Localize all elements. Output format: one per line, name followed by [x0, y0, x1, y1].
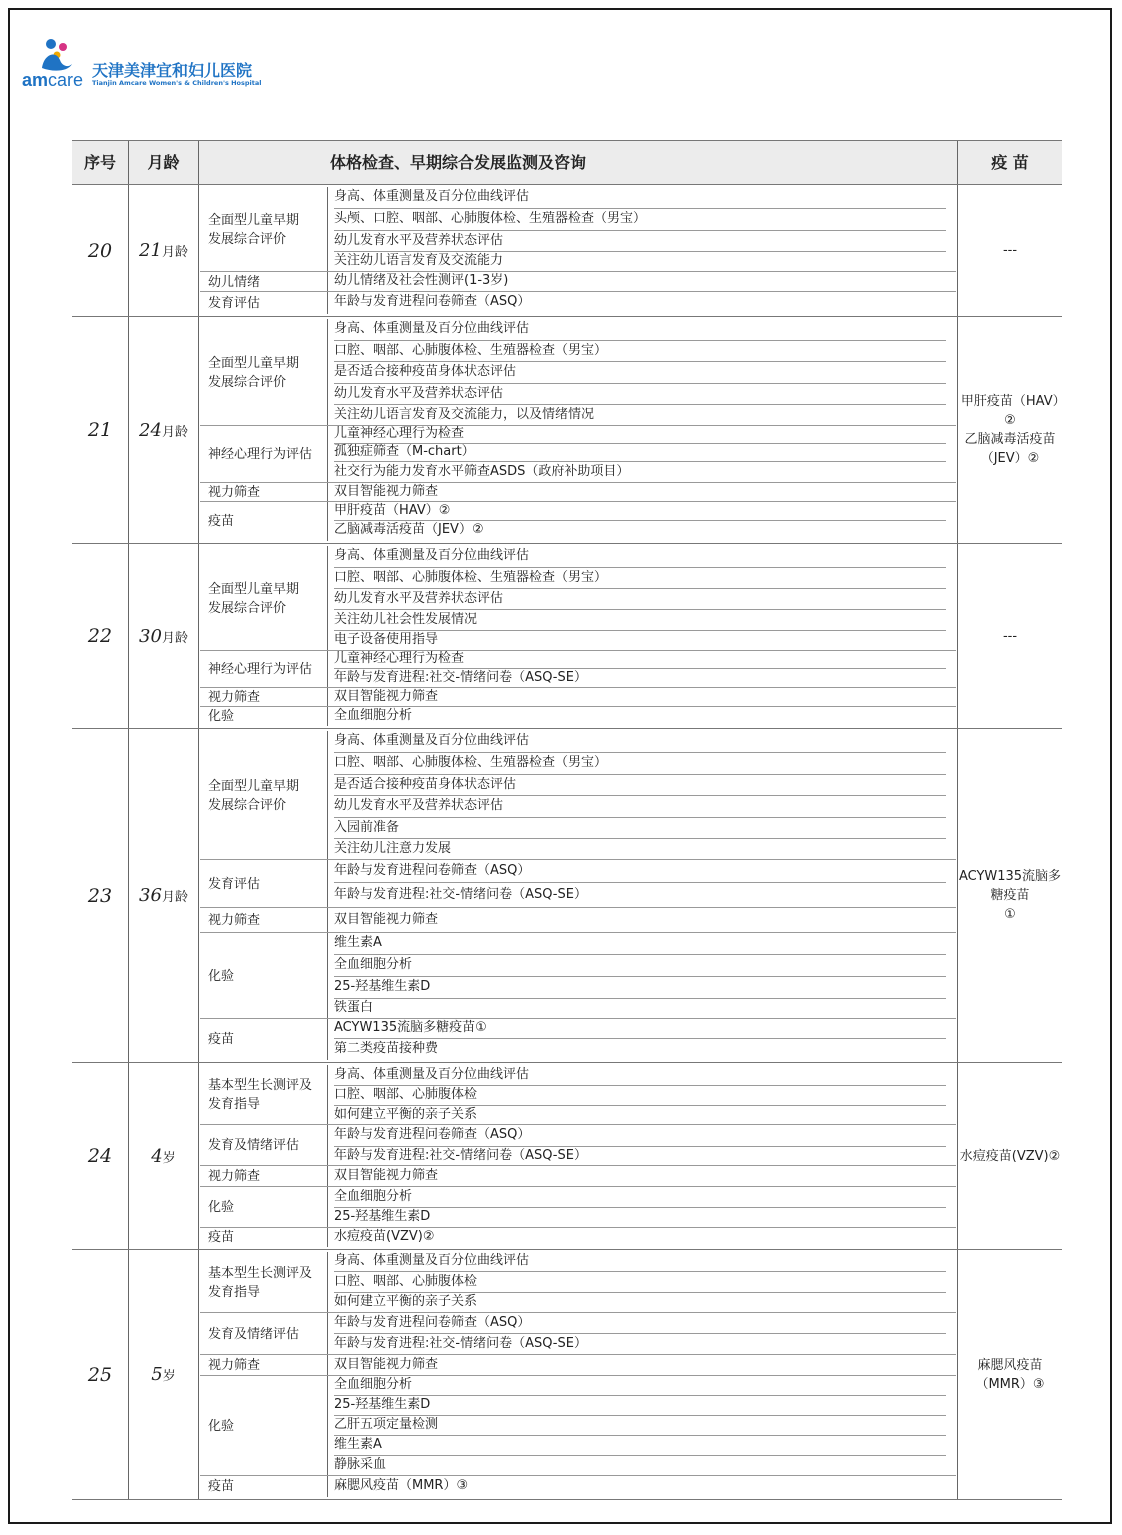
row-age: [129, 1063, 198, 1249]
exam-item: 口腔、咽部、心肺腹体检: [334, 1272, 946, 1293]
exam-item: 双目智能视力筛查: [334, 484, 439, 499]
vaccine-label: ACYW135流脑多糖疫苗: [958, 869, 1062, 903]
category-label: 基本型生长测评及: [208, 1265, 313, 1281]
category-label: 化验: [208, 1418, 235, 1434]
category-label: 疫苗: [208, 1230, 235, 1245]
exam-item: 口腔、咽部、心肺腹体检: [334, 1086, 946, 1106]
exam-item: 幼儿情绪及社会性测评(1-3岁): [334, 273, 509, 288]
vaccine-label: ①: [1004, 907, 1016, 922]
exam-subsection: [200, 651, 956, 688]
exam-subsection: [200, 688, 956, 707]
exam-item: 身高、体重测量及百分位曲线评估: [334, 1065, 946, 1086]
vaccine-label: 甲肝疫苗（HAV）②: [960, 394, 1060, 428]
category-label: 疫苗: [208, 514, 235, 529]
row-age: [129, 1250, 198, 1499]
exam-category: [208, 707, 328, 726]
category-label: 发育指导: [208, 1097, 261, 1112]
category-label: 视力筛查: [208, 913, 261, 928]
exam-item-list: [328, 1187, 956, 1228]
vaccine-label: 麻腮风疫苗（MMR）③: [975, 1357, 1045, 1392]
row-age: [129, 729, 198, 1062]
table-row: [72, 544, 1062, 729]
exam-item: 全血细胞分析: [334, 1376, 946, 1396]
table-row: [72, 1250, 1062, 1500]
category-label: 发展综合评价: [208, 600, 287, 616]
exam-item: 年龄与发育进程问卷筛查（ASQ）: [334, 1125, 946, 1147]
row-age: [129, 185, 198, 316]
exam-subsection: [200, 546, 956, 651]
column-divider: [198, 544, 199, 728]
exam-subsection: [200, 426, 956, 483]
exam-item: 幼儿发育水平及营养状态评估: [334, 231, 946, 252]
family-logo-icon: [38, 38, 76, 72]
exam-item: 25-羟基维生素D: [334, 1396, 946, 1416]
exam-item-list: [328, 1355, 956, 1376]
vaccine-label: ---: [1002, 243, 1018, 258]
exam-item: 身高、体重测量及百分位曲线评估: [334, 546, 946, 568]
exam-subsection: [200, 1019, 956, 1060]
exam-category: [208, 319, 328, 426]
exam-subsection: [200, 483, 956, 502]
exam-item: 儿童神经心理行为检查: [334, 651, 946, 669]
vaccine-label: 水痘疫苗(VZV)②: [959, 1148, 1061, 1164]
logo-wordmark: [22, 70, 83, 91]
exam-category: [208, 1476, 328, 1497]
row-seq-number: 21: [87, 419, 113, 441]
exam-item: 口腔、咽部、心肺腹体检、生殖器检查（男宝）: [334, 753, 946, 775]
category-label: 全面型儿童早期: [208, 355, 300, 371]
exam-item: 全血细胞分析: [334, 1187, 946, 1208]
exam-item: 乙肝五项定量检测: [334, 1416, 946, 1436]
column-divider: [198, 1250, 199, 1499]
exam-item: 年龄与发育进程:社交-情绪问卷（ASQ-SE）: [334, 887, 587, 902]
exam-item: 幼儿发育水平及营养状态评估: [334, 796, 946, 818]
table-header: [72, 140, 1062, 185]
exam-item: 维生素A: [334, 1436, 946, 1456]
exam-item: 是否适合接种疫苗身体状态评估: [334, 775, 946, 796]
exam-item: 维生素A: [334, 933, 946, 955]
category-label: 神经心理行为评估: [208, 662, 313, 677]
exam-item: 入园前准备: [334, 818, 946, 839]
exam-subsection: [200, 1252, 956, 1313]
row-seq-number: 20: [87, 239, 113, 262]
exam-item-list: [328, 1252, 956, 1313]
exam-item: 关注幼儿社会性发展情况: [334, 610, 946, 631]
exam-category: [208, 292, 328, 314]
exam-item: 关注幼儿注意力发展: [334, 841, 452, 856]
exam-item: 乙脑减毒活疫苗（JEV）②: [334, 522, 484, 537]
category-label: 视力筛查: [208, 690, 261, 705]
row-vaccine: [958, 544, 1062, 728]
exam-item: 关注幼儿语言发育及交流能力: [334, 253, 504, 268]
exam-subsection: [200, 933, 956, 1019]
exam-category: [208, 731, 328, 860]
exam-item: 年龄与发育进程问卷筛查（ASQ）: [334, 1313, 946, 1334]
exam-item-list: [328, 688, 956, 707]
exam-category: [208, 1376, 328, 1476]
exam-item: 幼儿发育水平及营养状态评估: [334, 589, 946, 610]
header-vaccine: 疫 苗: [991, 153, 1029, 172]
exam-subsection: [200, 1166, 956, 1187]
row-vaccine: [958, 1063, 1062, 1249]
vaccine-label: 乙脑减毒活疫苗（JEV）②: [964, 432, 1056, 466]
exam-subsection: [200, 1376, 956, 1476]
exam-item: 头颅、口腔、咽部、心肺腹体检、生殖器检查（男宝）: [334, 209, 946, 231]
exam-item-list: [328, 1476, 956, 1497]
exam-item: 身高、体重测量及百分位曲线评估: [334, 187, 946, 209]
exam-category: [208, 1228, 328, 1247]
exam-category: [208, 502, 328, 541]
category-label: 基本型生长测评及: [208, 1078, 313, 1093]
category-label: 发展综合评价: [208, 231, 287, 247]
vaccine-label: ---: [1002, 628, 1018, 644]
exam-category: [208, 651, 328, 688]
exam-category: [208, 1125, 328, 1166]
age-unit: 月龄: [161, 424, 188, 440]
exam-category: [208, 426, 328, 483]
exam-item: 身高、体重测量及百分位曲线评估: [334, 731, 946, 753]
exam-item: 儿童神经心理行为检查: [334, 426, 946, 444]
category-label: 化验: [208, 968, 235, 984]
exam-item: 全血细胞分析: [334, 708, 413, 723]
exam-item-list: [328, 1166, 956, 1187]
category-label: 发育评估: [208, 876, 261, 892]
exam-item: 年龄与发育进程问卷筛查（ASQ）: [334, 294, 531, 309]
category-label: 全面型儿童早期: [208, 778, 300, 794]
exam-item-list: [328, 1228, 956, 1247]
exam-subsection: [200, 272, 956, 292]
hospital-logo: [22, 38, 322, 94]
exam-subsection: [200, 292, 956, 314]
exam-subsection: [200, 860, 956, 908]
exam-category: [208, 1065, 328, 1125]
exam-category: [208, 1355, 328, 1376]
exam-item: 静脉采血: [334, 1457, 387, 1472]
exam-item: 双目智能视力筛查: [334, 1357, 439, 1372]
row-age: [129, 544, 198, 728]
exam-item-list: [328, 651, 956, 688]
exam-item: 年龄与发育进程问卷筛查（ASQ）: [334, 860, 946, 883]
exam-item: 孤独症筛查（M-chart）: [334, 444, 946, 462]
logo-am: am: [22, 70, 49, 90]
exam-item: 年龄与发育进程:社交-情绪问卷（ASQ-SE）: [334, 1148, 587, 1163]
exam-subsection: [200, 1355, 956, 1376]
header-seq: 序号: [83, 153, 116, 172]
exam-item-list: [328, 933, 956, 1019]
exam-item: ACYW135流脑多糖疫苗①: [334, 1019, 946, 1039]
exam-item-list: [328, 502, 956, 541]
category-label: 视力筛查: [208, 485, 261, 500]
age-number: 21: [139, 240, 162, 261]
row-vaccine: [958, 729, 1062, 1062]
exam-item-list: [328, 483, 956, 502]
table-row: [72, 729, 1062, 1063]
exam-item: 麻腮风疫苗（MMR）③: [334, 1478, 469, 1493]
category-label: 发育指导: [208, 1284, 261, 1300]
exam-subsection: [200, 1476, 956, 1497]
exam-item: 身高、体重测量及百分位曲线评估: [334, 319, 946, 341]
category-label: 幼儿情绪: [208, 274, 261, 290]
exam-item-list: [328, 1065, 956, 1125]
exam-item-list: [328, 319, 956, 426]
exam-item: 双目智能视力筛查: [334, 1168, 439, 1183]
exam-item: 甲肝疫苗（HAV）②: [334, 502, 946, 521]
exam-item: 双目智能视力筛查: [334, 689, 439, 704]
exam-category: [208, 483, 328, 502]
exam-item: 年龄与发育进程:社交-情绪问卷（ASQ-SE）: [334, 1336, 587, 1351]
age-number: 24: [139, 419, 162, 441]
exam-subsection: [200, 1065, 956, 1125]
exam-item: 幼儿发育水平及营养状态评估: [334, 384, 946, 405]
age-unit: 月龄: [161, 245, 188, 260]
age-number: 30: [139, 625, 162, 647]
exam-item-list: [328, 292, 956, 314]
exam-category: [208, 860, 328, 908]
row-vaccine: [958, 1250, 1062, 1499]
exam-item: 25-羟基维生素D: [334, 1209, 431, 1224]
exam-item: 第二类疫苗接种费: [334, 1041, 439, 1056]
exam-item: 电子设备使用指导: [334, 632, 439, 647]
category-label: 发育评估: [208, 295, 261, 311]
category-label: 化验: [208, 709, 235, 724]
exam-subsection: [200, 502, 956, 541]
exam-category: [208, 546, 328, 651]
category-label: 视力筛查: [208, 1169, 261, 1184]
exam-item-list: [328, 731, 956, 860]
row-vaccine: [958, 317, 1062, 543]
category-label: 发展综合评价: [208, 374, 287, 390]
age-number: 5: [151, 1364, 163, 1385]
checkup-schedule-table: [72, 140, 1062, 1500]
hospital-name-cn: 天津美津宜和妇儿医院: [92, 61, 253, 80]
category-label: 化验: [208, 1200, 235, 1215]
category-label: 疫苗: [208, 1032, 235, 1047]
exam-subsection: [200, 731, 956, 860]
age-unit: 月龄: [161, 890, 188, 905]
column-divider: [198, 729, 199, 1062]
exam-item-list: [328, 272, 956, 292]
exam-item: 如何建立平衡的亲子关系: [334, 1294, 478, 1309]
column-divider: [198, 185, 199, 316]
age-unit: 岁: [162, 1369, 176, 1384]
column-divider: [198, 317, 199, 543]
logo-care: care: [48, 70, 84, 90]
exam-subsection: [200, 187, 956, 272]
row-vaccine: [958, 185, 1062, 316]
category-label: 疫苗: [208, 1479, 235, 1494]
exam-subsection: [200, 1228, 956, 1247]
table-row: [72, 1063, 1062, 1250]
exam-category: [208, 1252, 328, 1313]
exam-item: 社交行为能力发育水平筛查ASDS（政府补助项目）: [334, 464, 630, 479]
row-seq-number: 22: [87, 625, 113, 647]
column-divider: [198, 1063, 199, 1249]
exam-item-list: [328, 187, 956, 272]
age-number: 4: [151, 1145, 163, 1167]
exam-category: [208, 187, 328, 272]
exam-category: [208, 1187, 328, 1228]
table-row: [72, 317, 1062, 544]
exam-item-list: [328, 1019, 956, 1060]
exam-item-list: [328, 426, 956, 483]
exam-subsection: [200, 1313, 956, 1355]
exam-item-list: [328, 546, 956, 651]
age-unit: 月龄: [161, 630, 188, 646]
exam-item-list: [328, 1125, 956, 1166]
exam-item-list: [328, 1313, 956, 1355]
header-exam: 体格检查、早期综合发展监测及咨询: [329, 153, 586, 172]
category-label: 全面型儿童早期: [208, 212, 300, 228]
exam-category: [208, 272, 328, 292]
exam-category: [208, 1019, 328, 1060]
exam-item-list: [328, 860, 956, 908]
table-row: [72, 185, 1062, 317]
exam-subsection: [200, 1187, 956, 1228]
exam-category: [208, 1313, 328, 1355]
row-age: [129, 317, 198, 543]
exam-item: 全血细胞分析: [334, 955, 946, 977]
row-seq-number: 25: [87, 1363, 113, 1386]
age-unit: 岁: [162, 1150, 176, 1166]
exam-item: 年龄与发育进程:社交-情绪问卷（ASQ-SE）: [334, 670, 587, 685]
exam-item: 25-羟基维生素D: [334, 977, 946, 999]
age-number: 36: [139, 885, 162, 906]
category-label: 视力筛查: [208, 1358, 261, 1373]
exam-item: 关注幼儿语言发育及交流能力，以及情绪情况: [334, 407, 595, 422]
exam-item: 双目智能视力筛查: [334, 912, 439, 927]
exam-item: 如何建立平衡的亲子关系: [334, 1107, 478, 1122]
exam-subsection: [200, 908, 956, 933]
category-label: 发育及情绪评估: [208, 1138, 300, 1153]
category-label: 全面型儿童早期: [208, 581, 300, 597]
exam-subsection: [200, 707, 956, 726]
header-age: 月龄: [147, 153, 180, 172]
exam-item-list: [328, 707, 956, 726]
exam-category: [208, 1166, 328, 1187]
exam-category: [208, 908, 328, 933]
exam-subsection: [200, 1125, 956, 1166]
exam-item: 身高、体重测量及百分位曲线评估: [334, 1252, 946, 1272]
category-label: 神经心理行为评估: [208, 447, 313, 462]
exam-item: 口腔、咽部、心肺腹体检、生殖器检查（男宝）: [334, 568, 946, 589]
exam-category: [208, 933, 328, 1019]
row-seq-number: 24: [87, 1145, 113, 1167]
hospital-name-en: Tianjin Amcare Women's & Children's Hospital: [92, 79, 262, 87]
category-label: 发展综合评价: [208, 797, 287, 813]
exam-subsection: [200, 319, 956, 426]
exam-item-list: [328, 908, 956, 933]
exam-item-list: [328, 1376, 956, 1476]
table-body: [72, 185, 1062, 1500]
exam-item: 口腔、咽部、心肺腹体检、生殖器检查（男宝）: [334, 341, 946, 362]
exam-item: 铁蛋白: [334, 1000, 374, 1015]
row-seq-number: 23: [87, 884, 113, 907]
exam-item: 是否适合接种疫苗身体状态评估: [334, 362, 946, 384]
category-label: 发育及情绪评估: [208, 1326, 300, 1342]
exam-category: [208, 688, 328, 707]
exam-item: 水痘疫苗(VZV)②: [334, 1229, 435, 1244]
